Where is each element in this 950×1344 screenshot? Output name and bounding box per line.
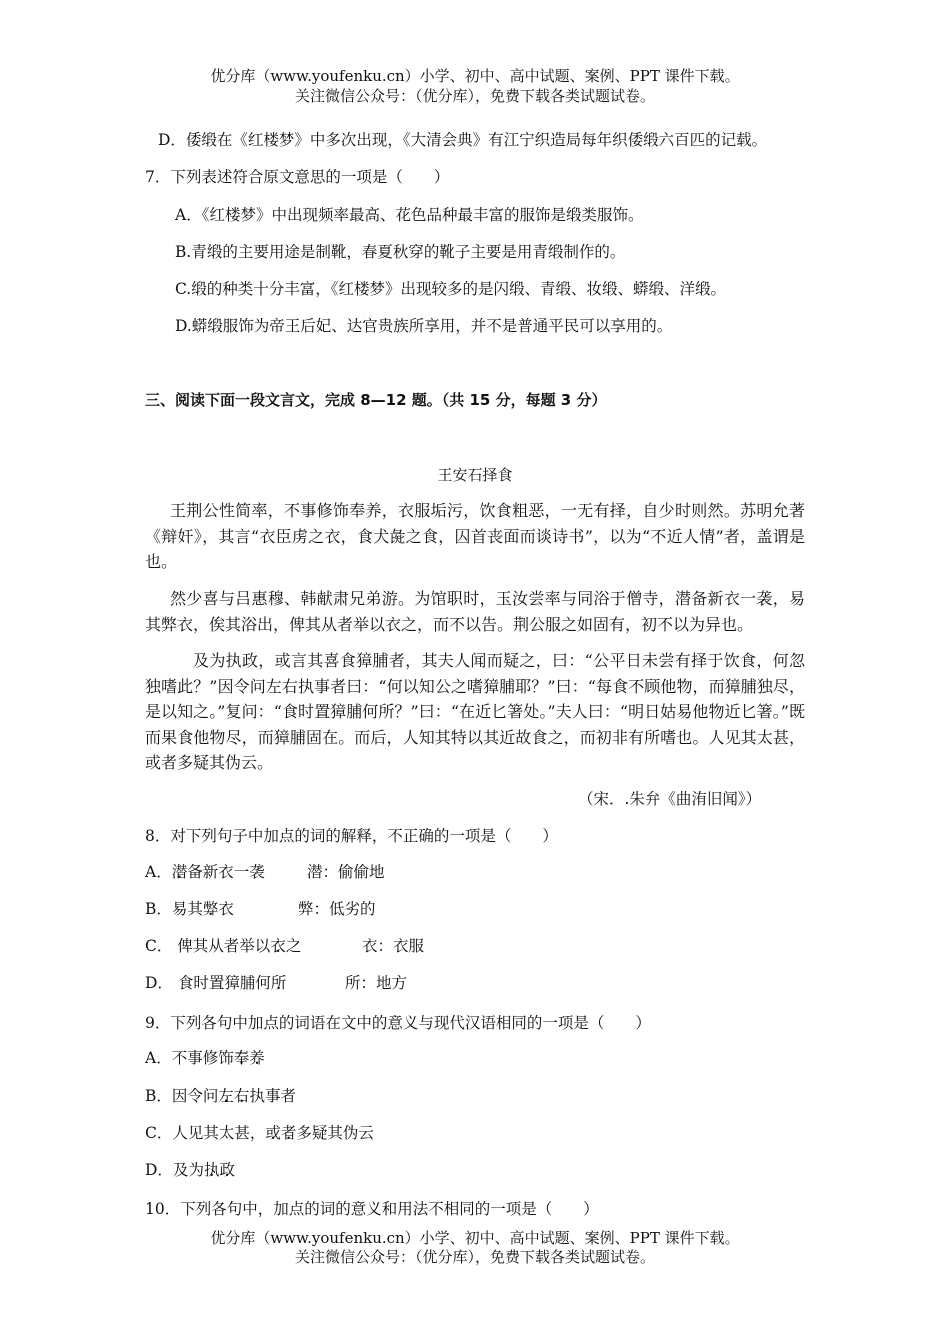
passage-source: （宋．.朱弁《曲洧旧闻》）	[578, 790, 762, 808]
q8-option-a	[145, 860, 265, 882]
header-line-1: 优分库（www.youfenku.cn）小学、初中、高中试题、案例、PPT 课件下载。	[210, 67, 740, 85]
dotted-char: 右	[233, 1087, 250, 1105]
q8-option-d-dotted-word: 所	[270, 974, 287, 992]
q10-stem: 10．下列各句中，加点的词的意义和用法不相同的一项是（ ）	[145, 1200, 599, 1218]
q9-option-c	[145, 1121, 374, 1143]
dotted-char: 左	[218, 1087, 234, 1105]
footer-line-1: 优分库（www.youfenku.cn）小学、初中、高中试题、案例、PPT 课件下载。	[210, 1229, 740, 1247]
passage-paragraph-1: 王荆公性简率，不事修饰奉养，衣服垢污，饮食粗恶，一无有择，自少时则然。苏明允著《辩奸》，其言“衣臣虏之衣，食犬彘之食，囚首丧面而谈诗书”，以为“不近人情”者，盖谓是也。	[145, 501, 805, 571]
q8-option-a-post: 备新衣一袭	[187, 863, 265, 881]
q8-option-a-dotted-word: 潜	[171, 863, 188, 881]
q8-option-b-dotted-word: 弊	[202, 900, 219, 918]
q8-option-b-pre: 易其	[171, 900, 203, 918]
q9-option-b-post: 执事者	[249, 1087, 296, 1105]
q8-option-b	[145, 897, 234, 919]
q9-option-d	[145, 1158, 235, 1180]
passage-paragraph-2: 然少喜与吕惠穆、韩献肃兄弟游。为馆职时，玉汝尝率与同浴于僧寺，潜备新衣一袭，易其弊衣，俟其浴出，俾其从者举以衣之，而不以告。荆公服之如固有，初不以为异也。	[145, 589, 805, 634]
q9-option-a	[145, 1046, 265, 1068]
dotted-char: 者	[280, 1124, 297, 1142]
header-line-2: 关注微信公众号：（优分库），免费下载各类试题试卷。	[294, 87, 655, 105]
dotted-char: 奉	[233, 1049, 250, 1067]
dotted-char: 养	[249, 1049, 265, 1067]
section-3-heading: 三、阅读下面一段文言文，完成 8—12 题。（共 15 分，每题 3 分）	[145, 391, 607, 409]
q8-option-c-dotted-word: 衣	[270, 937, 286, 955]
q7-option-c: C.缎的种类十分丰富，《红楼梦》出现较多的是闪缎、青缎、妆缎、蟒缎、洋缎。	[175, 280, 726, 298]
passage-title: 王安石择食	[437, 466, 513, 484]
q9-option-b-dotted-word	[218, 1087, 249, 1105]
q7-stem: 7．下列表述符合原文意思的一项是（ ）	[145, 168, 450, 186]
q6-option-d: D．倭缎在《红楼梦》中多次出现，《大清会典》有江宁织造局每年织倭缎六百匹的记载。	[158, 131, 768, 149]
q9-option-c-label: C．	[145, 1124, 173, 1142]
q8-option-b-post: 衣	[218, 900, 234, 918]
q7-option-a: A．《红楼梦》中出现频率最高、花色品种最丰富的服饰是缎类服饰。	[175, 206, 644, 224]
q9-option-d-pre: 及为	[172, 1161, 204, 1179]
q7-option-b: B.青缎的主要用途是制靴，春夏秋穿的靴子主要是用青缎制作的。	[175, 243, 626, 261]
q8-option-d	[145, 971, 286, 993]
passage-paragraph-3: 及为执政，或言其喜食獐脯者，其夫人闻而疑之，曰：“公平日未尝有择于饮食，何忽独嗜此？”因令问左右执事者曰：“何以知公之嗜獐脯耶？”曰：“每食不顾他物，而獐脯独尽，是以知之。”复问：“食时置獐脯何所？”曰：“在近匕箸处。”夫人曰：“明日姑易他物近匕箸。”既而果食他物尽，而獐脯固在。而后，人知其特以其近故食之，而初非有所嗜也。人见其太甚，或者多疑其伪云。	[145, 651, 805, 772]
q9-option-d-dotted-word	[204, 1161, 235, 1179]
q9-option-b-pre: 因令问	[171, 1087, 219, 1105]
q8-stem: 8．对下列句子中加点的词的解释，不正确的一项是（ ）	[145, 827, 558, 845]
q8-option-b-gloss: 弊：低劣的	[298, 900, 376, 918]
q8-option-c	[145, 934, 301, 956]
dotted-char: 或	[265, 1124, 281, 1142]
q8-option-a-label: A．	[145, 863, 172, 881]
q9-option-b	[145, 1084, 296, 1106]
q8-option-d-pre: 食时置獐脯何	[172, 974, 271, 992]
q8-option-d-gloss: 所：地方	[345, 974, 408, 992]
q9-option-d-label: D．	[145, 1161, 173, 1179]
q9-option-a-dotted-word	[234, 1049, 265, 1067]
q8-option-c-pre: 俾其从者举以	[172, 937, 271, 955]
dotted-char: 政	[219, 1161, 235, 1179]
dotted-char: 执	[203, 1161, 220, 1179]
q8-option-c-post: 之	[285, 937, 302, 955]
q8-option-c-label: C．	[145, 937, 173, 955]
q9-stem: 9．下列各句中加点的词语在文中的意义与现代汉语相同的一项是（ ）	[145, 1014, 651, 1032]
q9-option-c-dotted-word	[265, 1124, 296, 1142]
q8-option-d-label: D．	[145, 974, 173, 992]
q9-option-a-pre: 不事修饰	[171, 1049, 234, 1067]
q9-option-b-label: B．	[145, 1087, 172, 1105]
q8-option-a-gloss: 潜：偷偷地	[307, 863, 385, 881]
q8-option-c-gloss: 衣：衣服	[362, 937, 425, 955]
q8-option-b-label: B．	[145, 900, 172, 918]
q9-option-c-post: 多疑其伪云	[296, 1124, 374, 1142]
q9-option-a-label: A．	[145, 1049, 172, 1067]
footer-line-2: 关注微信公众号：（优分库），免费下载各类试题试卷。	[294, 1248, 655, 1266]
q9-option-c-pre: 人见其太甚，	[172, 1124, 266, 1142]
q7-option-d: D.蟒缎服饰为帝王后妃、达官贵族所享用，并不是普通平民可以享用的。	[175, 317, 673, 335]
